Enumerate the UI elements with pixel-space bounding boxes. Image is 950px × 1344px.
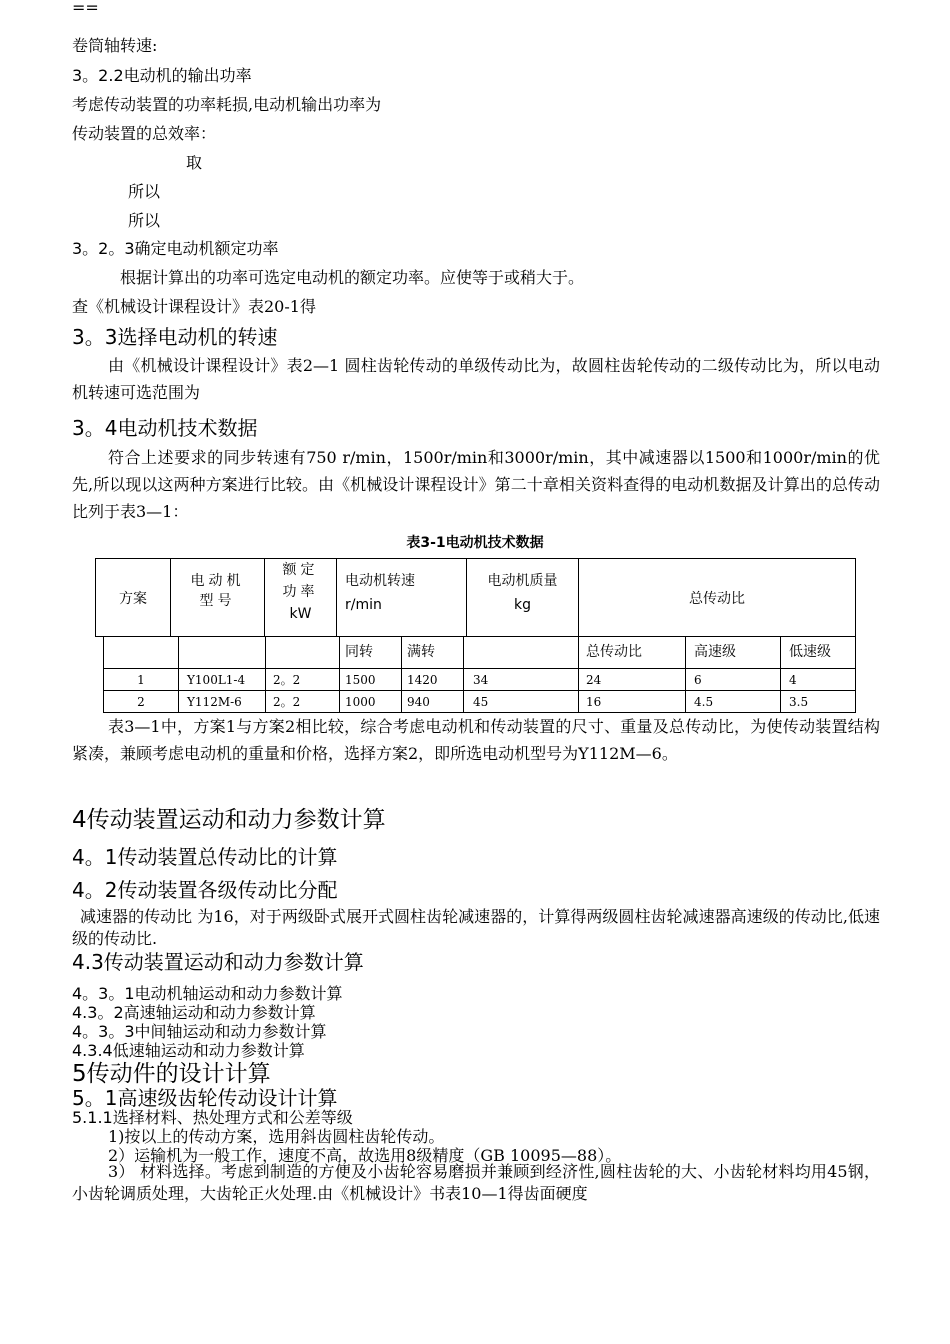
subheader-cell: 同转 bbox=[340, 637, 402, 669]
table-caption: 表3-1电动机技术数据 bbox=[406, 535, 544, 551]
chapter-heading: 5传动件的设计计算 bbox=[72, 1061, 271, 1087]
body-line: 所以 bbox=[128, 182, 161, 201]
body-line: 卷筒轴转速: bbox=[72, 36, 158, 55]
motor-table-body bbox=[103, 636, 856, 713]
top-marks: == bbox=[72, 0, 99, 17]
paragraph: 符合上述要求的同步转速有750 r/min，1500r/min和3000r/min，其中减速器以1500和1000r/min的优先,所以现以这两种方案进行比较。由《机械设计课程设计》第二十章相关资料查得的电动机数据及计算出的总传动比列于表3—1： bbox=[72, 448, 880, 521]
header-cell: 方案 bbox=[96, 559, 171, 637]
paragraph: 表3—1中，方案1与方案2相比较，综合考虑电动机和传动装置的尺寸、重量及总传动比，为使传动装置结构紧凑，兼顾考虑电动机的重量和价格，选择方案2，即所选电动机型号为Y112M—6。 bbox=[72, 717, 880, 763]
body-line: 所以 bbox=[128, 211, 161, 230]
table-row: 1 Y100L1-4 2。2 1500 1420 34 24 6 4 bbox=[104, 669, 856, 691]
section-heading: 3。3选择电动机的转速 bbox=[72, 325, 278, 349]
subsection-heading: 5.1.1选择材料、热处理方式和公差等级 bbox=[72, 1108, 353, 1127]
header-cell: 总传动比 bbox=[579, 559, 856, 637]
section-heading: 5。1高速级齿轮传动设计计算 bbox=[72, 1086, 338, 1110]
section-heading: 3。2.2电动机的输出功率 bbox=[72, 66, 252, 85]
list-item: 1)按以上的传动方案，选用斜齿圆柱齿轮传动。 bbox=[108, 1127, 445, 1146]
table-subheader-row bbox=[104, 637, 856, 669]
section-heading: 4.3传动装置运动和动力参数计算 bbox=[72, 950, 364, 974]
body-line: 考虑传动装置的功率耗损,电动机输出功率为 bbox=[72, 95, 382, 114]
body-line: 取 bbox=[186, 153, 203, 172]
subsection-heading: 4。3。1电动机轴运动和动力参数计算 bbox=[72, 984, 343, 1003]
section-heading: 3。4电动机技术数据 bbox=[72, 416, 258, 440]
list-item: 3） 材料选择。考虑到制造的方便及小齿轮容易磨损并兼顾到经济性,圆柱齿轮的大、小齿轮材料均用45钢，小齿轮调质处理，大齿轮正火处理.由《机械设计》书表10—1得齿面硬度 bbox=[72, 1162, 880, 1203]
subheader-cell: 总传动比 bbox=[579, 637, 686, 669]
section-heading: 4。2传动装置各级传动比分配 bbox=[72, 878, 338, 902]
body-line: 查《机械设计课程设计》表20-1得 bbox=[72, 297, 316, 316]
paragraph: 由《机械设计课程设计》表2—1 圆柱齿轮传动的单级传动比为，故圆柱齿轮传动的二级传动比为，所以电动机转速可选范围为 bbox=[72, 356, 880, 402]
header-cell: 电动机质量 kg bbox=[467, 559, 579, 637]
list-item: 2）运输机为一般工作，速度不高，故选用8级精度（GB 10095—88）。 bbox=[108, 1146, 622, 1165]
subsection-heading: 4.3.4低速轴运动和动力参数计算 bbox=[72, 1041, 305, 1060]
subheader-cell: 高速级 bbox=[686, 637, 781, 669]
body-line: 根据计算出的功率可选定电动机的额定功率。应使等于或稍大于。 bbox=[120, 268, 585, 287]
section-heading: 4。1传动装置总传动比的计算 bbox=[72, 845, 338, 869]
header-cell: 电动机转速 r/min bbox=[337, 559, 467, 637]
paragraph: 减速器的传动比 为16，对于两级卧式展开式圆柱齿轮减速器的，计算得两级圆柱齿轮减速器高速级的传动比,低速级的传动比. bbox=[72, 907, 880, 948]
header-cell: 额定功率 kW bbox=[265, 559, 337, 637]
header-cell: 电动机型号 bbox=[171, 559, 265, 637]
section-heading: 3。2。3确定电动机额定功率 bbox=[72, 239, 279, 258]
subheader-cell: 低速级 bbox=[781, 637, 856, 669]
subsection-heading: 4。3。3中间轴运动和动力参数计算 bbox=[72, 1022, 327, 1041]
table-row: 2 Y112M-6 2。2 1000 940 45 16 4.5 3.5 bbox=[104, 691, 856, 713]
subheader-cell: 满转 bbox=[402, 637, 464, 669]
subsection-heading: 4.3。2高速轴运动和动力参数计算 bbox=[72, 1003, 316, 1022]
motor-table-header bbox=[95, 558, 856, 637]
chapter-heading: 4传动装置运动和动力参数计算 bbox=[72, 807, 386, 833]
body-line: 传动装置的总效率： bbox=[72, 124, 217, 143]
